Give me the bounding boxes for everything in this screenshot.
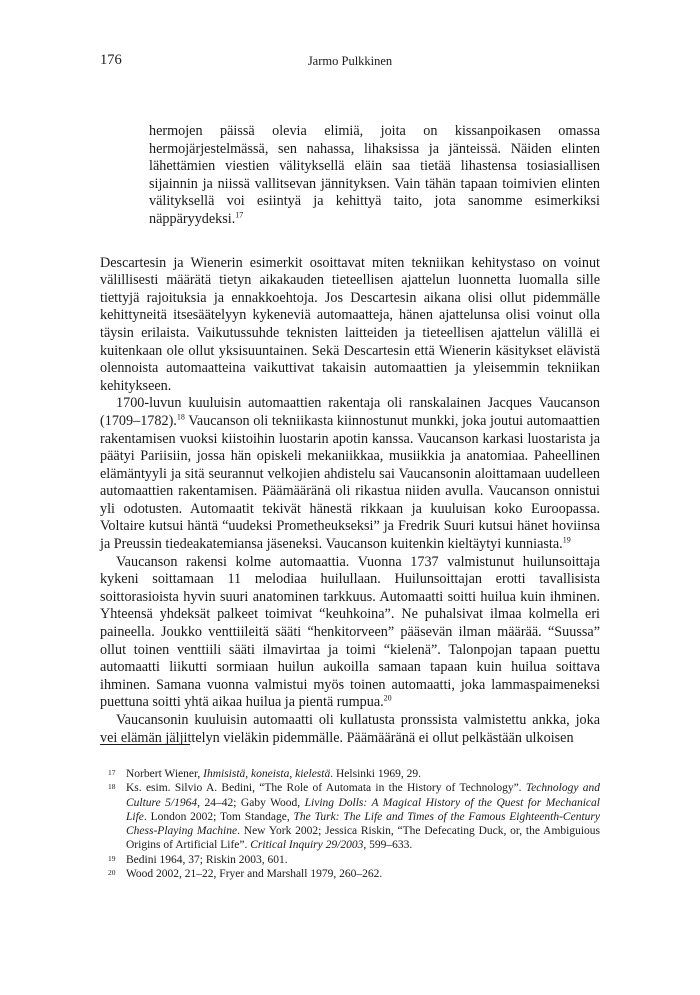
block-quote <box>149 123 600 229</box>
footnote-number: 17 <box>108 768 116 777</box>
footnote-text: . New York 2002; Jessica Riskin, “The Defecating Duck, or, the Ambiguious Origins of Artificial Life”. <box>126 825 601 852</box>
paragraph-1: Descartesin ja Wienerin esimerkit osoittavat miten tekniikan kehitystaso on voinut välillisesti määrätä tietyn aikakauden tieteellisen ajattelun luonnetta luomalla sille tiettyjä rajoituksia ja ennakkoehtoja. Jos Descartesin aikana olisi ollut pidemmälle kehittyneitä itsesäätelyyn kykeneviä automaatteja, hänen ajattelunsa olisi voinut olla täysin erilaista. Vaikutussuhde teknisten laitteiden ja tieteellisen ajattelun välillä ei kuitenkaan ole ollut yksisuuntainen. Sekä Descartesin että Wienerin käsitykset elävistä olennoista automaatteina vaikuttivat takaisin automaattien ja yleisemmin tekniikan kehitykseen. <box>100 254 600 394</box>
running-head: Jarmo Pulkkinen <box>307 54 393 68</box>
footnote-text: . London 2002; Tom Standage, <box>143 810 294 823</box>
footnote-ref-20[interactable]: 20 <box>383 693 392 703</box>
footnote-number: 19 <box>108 853 116 863</box>
paragraph-2-text-a: 1700-luvun kuuluisin automaattien rakentaja oli ranskalainen Jacques Vaucanson (1709–1782). <box>100 395 600 429</box>
footnote-separator <box>100 744 190 745</box>
footnote-text: Ks. esim. Silvio A. Bedini, “The Role of Automata in the History of Technology”. <box>126 782 526 795</box>
footnote-19 <box>100 853 600 867</box>
footnote-text: . Helsinki 1969, 29. <box>330 768 421 780</box>
page-number: 176 <box>100 52 122 68</box>
footnotes <box>100 767 600 881</box>
paragraph-4: Vaucansonin kuuluisin automaatti oli kullatusta pronssista valmistettu ankka, joka vei elämän jäljittelyn vieläkin pidemmälle. Päämääränä ei ollut pelkästään ulkoisen <box>100 712 600 746</box>
footnote-ref-19[interactable]: 19 <box>562 535 571 545</box>
footnote-text: Wood 2002, 21–22, Fryer and Marshall 1979, 260–262. <box>126 868 383 881</box>
footnote-text: Bedini 1964, 37; Riskin 2003, 601. <box>126 853 288 866</box>
footnote-20 <box>100 867 600 881</box>
footnote-text: , 24–42; Gaby Wood, <box>197 796 305 809</box>
footnote-title: Technology and Culture 5/1964 <box>126 782 600 809</box>
footnote-ref-18[interactable]: 18 <box>176 412 185 422</box>
footnote-text: Norbert Wiener, <box>126 768 204 780</box>
paragraph-2 <box>100 395 600 553</box>
paragraph-2-text-b: Vaucanson oli tekniikasta kiinnostunut munkki, joka joutui automaattien rakentamisen vuoksi kiistoihin luostarin apotin kanssa. Vaucanson karkasi luostarista ja päätyi Pariisiin, jossa hän opiskeli mekaniikkaa, musiikkia ja anatomiaa. Paheellinen elämäntyyli ja sitä seurannut velkojien ahdistelu sai Vaucansonin aloittamaan uudelleen automaattien rakentamisen. Päämääränä oli rikastua niiden avulla. Vaucanson onnistui yli odotusten. Automaatit tekivät hänestä rikkaan ja kuuluisan koko Euroopassa. Voltaire kutsui häntä “uudeksi Prometheukseksi” ja Fredrik Suuri kutsui hänet hoviinsa ja Preussin tiedeakatemiansa jäseneksi. Vaucanson kuitenkin kieltäytyi kunniasta. <box>100 412 600 553</box>
body-text <box>100 123 600 747</box>
footnote-17 <box>100 767 600 781</box>
footnote-number: 20 <box>108 868 116 878</box>
footnote-title: Living Dolls: A Magical History of the Quest for Mechanical Life <box>126 796 600 823</box>
footnote-18 <box>100 781 600 852</box>
footnote-text: , 599–633. <box>363 839 413 852</box>
footnote-title: Ihmisistä, koneista, kielestä <box>203 768 331 780</box>
footnote-ref-17[interactable]: 17 <box>235 210 244 220</box>
footnote-title: Critical Inquiry 29/2003 <box>250 839 364 852</box>
block-quote-text: hermojen päissä olevia elimiä, joita on kissanpoikasen omassa hermojärjestelmässä, sen nahassa, lihaksissa ja jänteissä. Näiden elinten lähettämien viestien välityksellä eläin saa tietää lihastensa tosiasiallisen sijainnin ja niissä vallitsevan jännityksen. Vain tähän tapaan toimivien elinten välityksellä voi esiintyä ja kehittyä taito, jota sanomme esimerkiksi näppäryydeksi. <box>149 123 600 227</box>
footnote-title: The Turk: The Life and Times of the Famous Eighteenth-Century Chess-Playing Machine <box>126 810 600 838</box>
footnote-number: 18 <box>108 782 116 792</box>
paragraph-3 <box>100 554 600 712</box>
paragraph-3-text: Vaucanson rakensi kolme automaattia. Vuonna 1737 valmistunut huilunsoittaja kykeni soittamaan 11 melodiaa huilullaan. Huilunsoittajan erotti tavallisista soittorasioista hyvin suuri anatominen tarkkuus. Automaatti soitti huilua kuin ihminen. Yhteensä yhdeksät palkeet toimivat “keuhkoina”. Ne puhalsivat ilmaa kolmella eri paineella. Joukko venttiileitä sääti “henkitorveen” pääsevän ilman määrää. “Suussa” ollut toinen venttiili sääti ilmavirtaa ja toimi “kielenä”. Talonpojan tapaan puettu automaatti liikutti sormiaan huilun aukoilla samaan tapaan kuin huilua soittava ihminen. Samana vuonna valmistui myös toinen automaatti, joka lammaspaimeneksi puettuna soitti yhtä aikaa huilua ja pientä rumpua. <box>100 553 600 711</box>
